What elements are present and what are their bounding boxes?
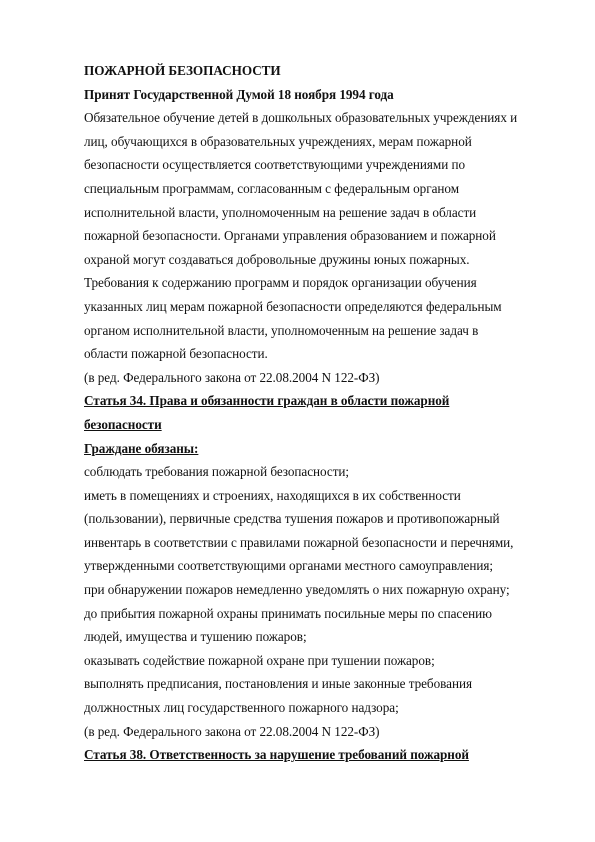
list-item: до прибытия пожарной охраны принимать посильные меры по спасению <box>84 605 492 621</box>
paragraph-education <box>84 106 554 366</box>
citizens-obliged-heading: Граждане обязаны: <box>84 440 199 456</box>
list-item: (пользовании), первичные средства тушения пожаров и противопожарный <box>84 511 500 527</box>
text-line: безопасности осуществляется соответствующими учреждениями по <box>84 157 466 173</box>
list-item: выполнять предписания, постановления и иные законные требования <box>84 676 472 692</box>
amendment-note: (в ред. Федерального закона от 22.08.2004 N 122-ФЗ) <box>84 723 380 739</box>
text-line: Обязательное обучение детей в дошкольных образовательных учреждениях и <box>84 110 518 126</box>
list-item: людей, имущества и тушению пожаров; <box>84 629 307 645</box>
list-item: оказывать содействие пожарной охране при тушении пожаров; <box>84 652 435 668</box>
article-34-heading: Статья 34. Права и обязанности граждан в области пожарной <box>84 393 450 409</box>
list-item: должностных лиц государственного пожарного надзора; <box>84 700 399 716</box>
list-item: иметь в помещениях и строениях, находящихся в их собственности <box>84 487 461 503</box>
text-line: пожарной безопасности. Органами управления образованием и пожарной <box>84 228 496 244</box>
text-line: органом исполнительной власти, уполномоченным на решение задач в <box>84 322 479 338</box>
text-line: области пожарной безопасности. <box>84 346 268 362</box>
article-34-heading-cont: безопасности <box>84 416 162 432</box>
text-line: исполнительной власти, уполномоченным на решение задач в области <box>84 204 477 220</box>
list-item: соблюдать требования пожарной безопасности; <box>84 464 350 480</box>
text-line: охраной могут создаваться добровольные дружины юных пожарных. <box>84 251 470 267</box>
document-heading: ПОЖАРНОЙ БЕЗОПАСНОСТИ <box>84 63 281 78</box>
list-item: утвержденными соответствующими органами местного самоуправления; <box>84 558 493 574</box>
article-38-heading: Статья 38. Ответственность за нарушение требований пожарной <box>84 747 469 763</box>
text-line: специальным программам, согласованным с федеральным органом <box>84 180 459 196</box>
adoption-line: Принят Государственной Думой 18 ноября 1994 года <box>84 86 394 102</box>
text-line: Требования к содержанию программ и порядок организации обучения <box>84 275 477 291</box>
amendment-note: (в ред. Федерального закона от 22.08.2004 N 122-ФЗ) <box>84 369 380 385</box>
text-line: указанных лиц мерам пожарной безопасности определяются федеральным <box>84 298 502 314</box>
list-item: инвентарь в соответствии с правилами пожарной безопасности и перечнями, <box>84 534 514 550</box>
text-line: лиц, обучающихся в образовательных учреждениях, мерам пожарной <box>84 133 472 149</box>
document-page <box>84 59 554 767</box>
list-item: при обнаружении пожаров немедленно уведомлять о них пожарную охрану; <box>84 582 510 598</box>
obligations-list <box>84 460 554 720</box>
